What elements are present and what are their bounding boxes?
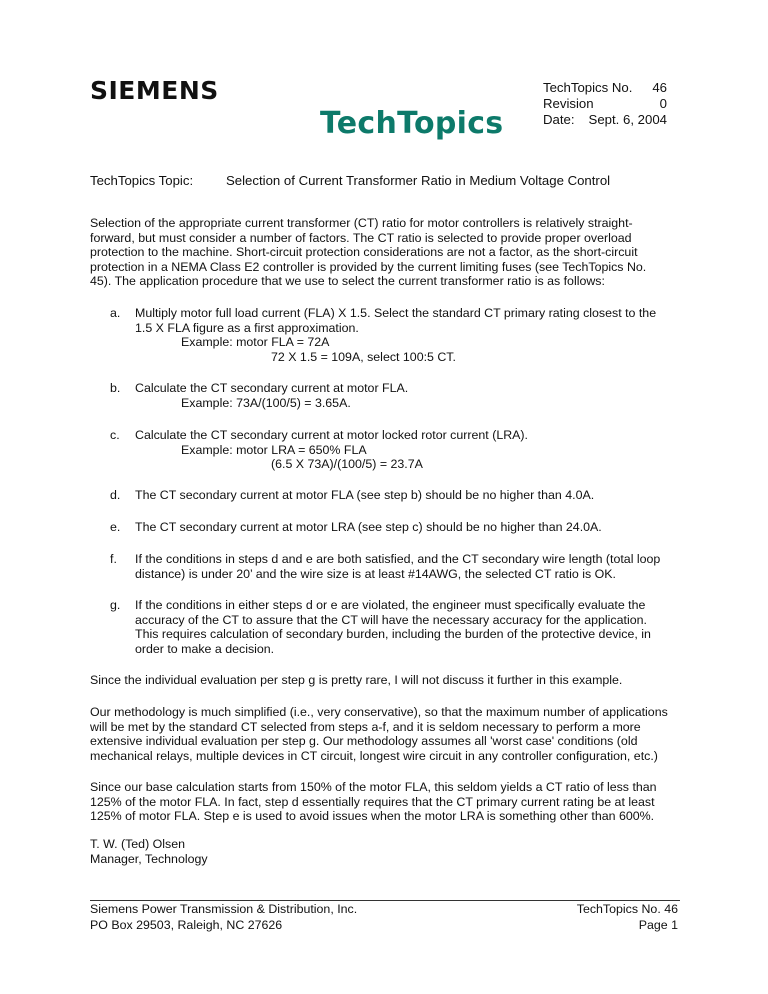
topic-line (90, 173, 610, 189)
footer-divider (90, 900, 680, 901)
page-number: Page 1 (638, 917, 678, 932)
step-e: e. The CT secondary current at motor LRA (see step c) should be no higher than 24.0A. (110, 520, 602, 534)
meta-row-revision: Revision 0 (543, 96, 667, 111)
footer-page-info: TechTopics No. 46 Page 1 (576, 902, 678, 932)
step-a: a. Multiply motor full load current (FLA) X 1.5. Select the standard CT primary rating closest to the 1.5 X FLA figure as a first approximation. Example: motor FLA = 72A 72 X 1.5 = 109A, select 100:5 CT. (110, 306, 657, 364)
footer-company: Siemens Power Transmission & Distribution, Inc. PO Box 29503, Raleigh, NC 27626 (90, 902, 358, 932)
step-b: b. Calculate the CT secondary current at motor FLA. Example: 73A/(100/5) = 3.65A. (110, 381, 409, 410)
step-c: c. Calculate the CT secondary current at motor locked rotor current (LRA). Example: motor LRA = 650% FLA (6.5 X 73A)/(100/5) = 23.7A (110, 428, 528, 472)
meta-row-date: Date: Sept. 6, 2004 (543, 112, 667, 127)
topic-label: TechTopics Topic: (90, 173, 194, 188)
step-g: g. If the conditions in either steps d or e are violated, the engineer must specifically evaluate the accuracy of the CT to assure that the CT will have the necessary accuracy for the application. This requires calculation of secondary burden, including the burden of the protective device, in order to make a decision. (110, 598, 651, 656)
intro-paragraph: Selection of the appropriate current transformer (CT) ratio for motor controllers is relatively straight- forward, but must consider a number of factors. The CT ratio is selected to provide proper overload protection to the machine. Short-circuit protection considerations are not a factor, as the short-circuit protection in a NEMA Class E2 controller is provided by the current limiting fuses (see TechTopics No. 45). The application procedure that we use to select the current transformer ratio is as follows: (90, 216, 647, 289)
paragraph-methodology: Our methodology is much simplified (i.e., very conservative), so that the maximum number of applications will be met by the standard CT selected from steps a-f, and it is seldom necessary to perform a more extensive individual evaluation per step g. Our methodology assumes all 'worst case' conditions (old mechanical relays, multiple devices in CT circuit, longest wire circuit in any controller configuration, etc.) (90, 705, 668, 763)
siemens-logo: SIEMENS (90, 76, 219, 105)
paragraph-step-g-note: Since the individual evaluation per step g is pretty rare, I will not discuss it further in this example. (90, 673, 623, 687)
meta-row-number: TechTopics No. 46 (543, 80, 667, 95)
document-meta (543, 80, 667, 128)
signature-block (90, 837, 672, 866)
techtopics-brand-title: TechTopics (320, 106, 504, 141)
step-f: f. If the conditions in steps d and e are both satisfied, and the CT secondary wire length (total loop distance) is under 20’ and the wire size is at least #14AWG, the selected CT ratio is OK. (110, 552, 661, 581)
step-d: d. The CT secondary current at motor FLA (see step b) should be no higher than 4.0A. (110, 488, 595, 502)
paragraph-base-calculation: Since our base calculation starts from 150% of the motor FLA, this seldom yields a CT ratio of less than 125% of the motor FLA. In fact, step d essentially requires that the CT primary current rating be at least 125% of motor FLA. Step e is used to avoid issues when the motor LRA is something other than 600%. (90, 780, 657, 824)
signature-title: Manager, Technology (90, 851, 208, 866)
signature-name: T. W. (Ted) Olsen (90, 837, 186, 851)
topic-title: Selection of Current Transformer Ratio in Medium Voltage Control (226, 173, 611, 188)
